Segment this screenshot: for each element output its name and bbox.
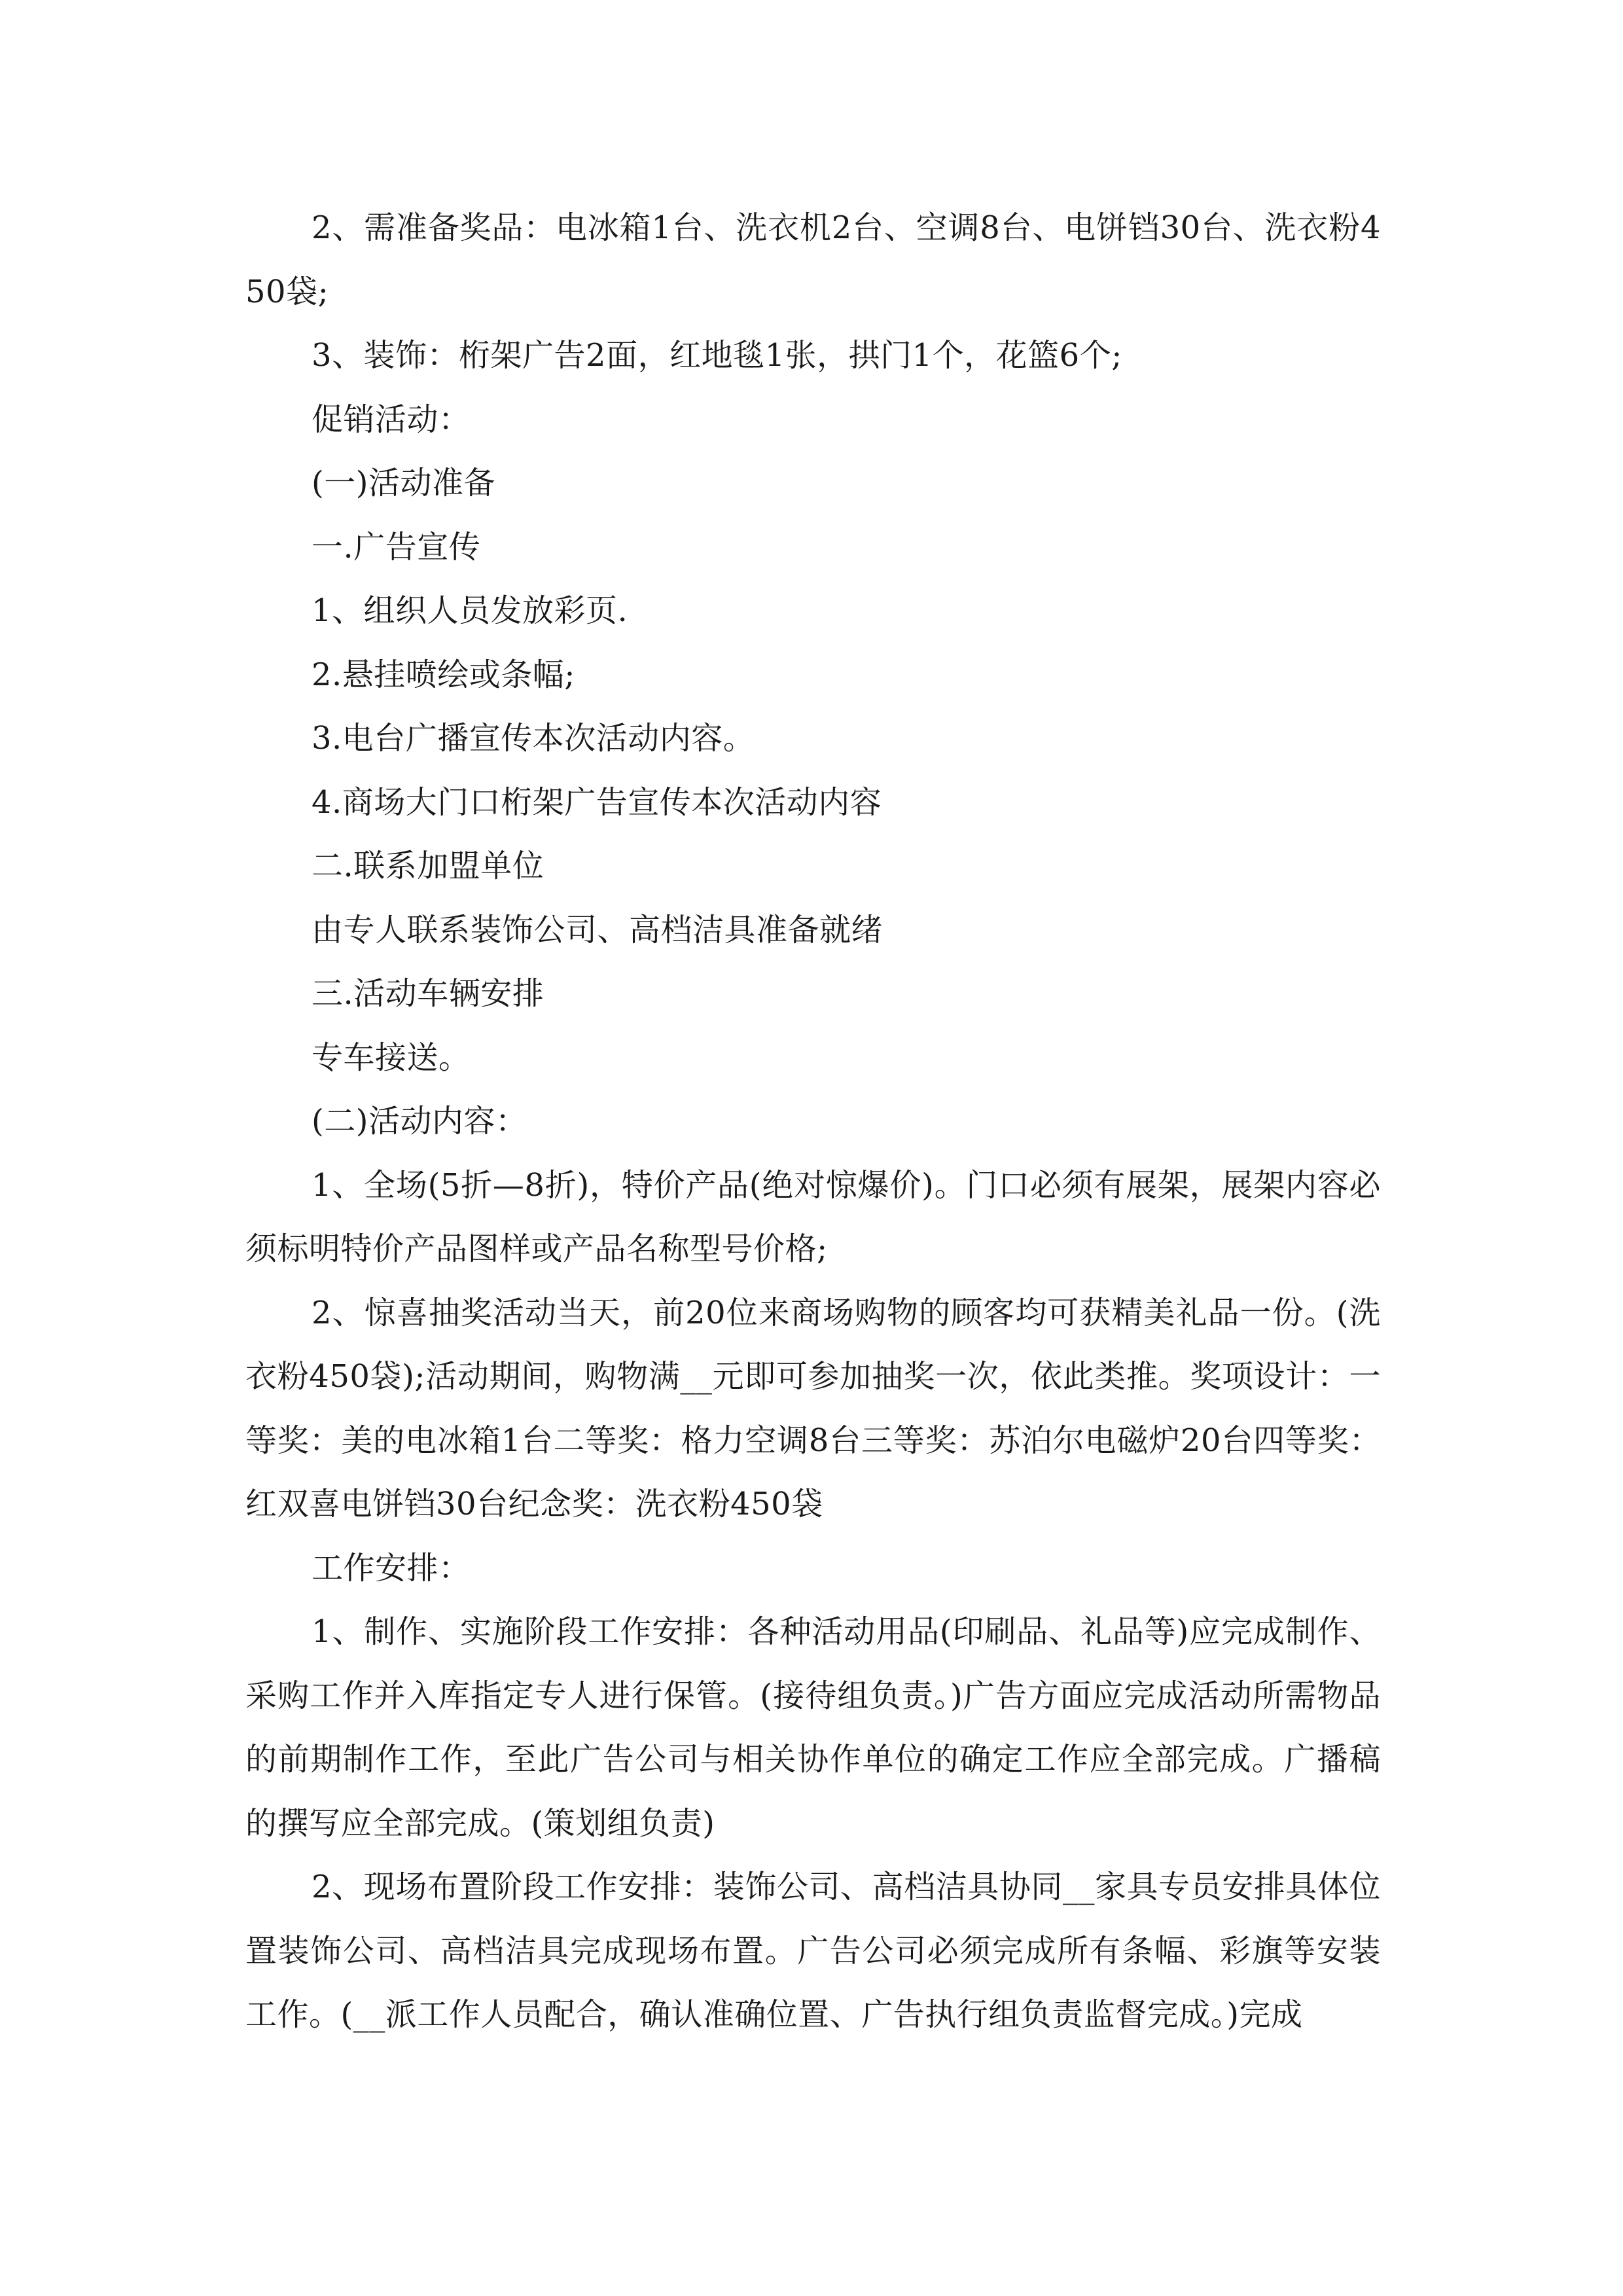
paragraph-prizes: 2、需准备奖品：电冰箱1台、洗衣机2台、空调8台、电饼铛30台、洗衣粉450袋; (245, 209, 1381, 310)
document-body (245, 196, 1381, 2047)
heading-advertising: 一.广告宣传 (312, 528, 481, 565)
heading-preparation: (一)活动准备 (312, 465, 495, 501)
paragraph-truss-ad: 4.商场大门口桁架广告宣传本次活动内容 (312, 783, 882, 821)
heading-vehicles: 三.活动车辆安排 (312, 975, 544, 1012)
heading-content: (二)活动内容： (312, 1103, 527, 1139)
paragraph-production-stage: 1、制作、实施阶段工作安排：各种活动用品(印刷品、礼品等)应完成制作、采购工作并入库指定专人进行保管。(接待组负责。)广告方面应完成活动所需物品的前期制作工作，至此广告公司与相关协作单位的确定工作应全部完成。广播稿的撰写应全部完成。(策划组负责) (245, 1613, 1381, 1842)
paragraph-partners: 由专人联系装饰公司、高档洁具准备就绪 (312, 911, 883, 948)
paragraph-discount: 1、全场(5折—8折)，特价产品(绝对惊爆价)。门口必须有展架，展架内容必须标明特价产品图样或产品名称型号价格; (245, 1166, 1381, 1267)
heading-promotion: 促销活动： (312, 401, 471, 438)
paragraph-setup-stage: 2、现场布置阶段工作安排：装饰公司、高档洁具协同__家具专员安排具体位置装饰公司、高档洁具完成现场布置。广告公司必须完成所有条幅、彩旗等安装工作。(__派工作人员配合，确认准确位置、广告执行组负责监督完成。)完成 (245, 1869, 1381, 2033)
heading-partners: 二.联系加盟单位 (312, 848, 544, 884)
paragraph-lottery: 2、惊喜抽奖活动当天，前20位来商场购物的顾客均可获精美礼品一份。(洗衣粉450袋);活动期间，购物满__元即可参加抽奖一次，依此类推。奖项设计：一等奖：美的电冰箱1台二等奖：格力空调8台三等奖：苏泊尔电磁炉20台四等奖：红双喜电饼铛30台纪念奖：洗衣粉450袋 (245, 1294, 1381, 1522)
paragraph-shuttle: 专车接送。 (312, 1039, 471, 1076)
paragraph-flyers: 1、组织人员发放彩页. (312, 592, 628, 629)
paragraph-decoration: 3、装饰：桁架广告2面，红地毯1张，拱门1个，花篮6个; (312, 337, 1122, 374)
paragraph-banners: 2.悬挂喷绘或条幅; (312, 656, 575, 693)
heading-work-arrangement: 工作安排： (312, 1549, 471, 1587)
paragraph-radio: 3.电台广播宣传本次活动内容。 (312, 720, 755, 757)
